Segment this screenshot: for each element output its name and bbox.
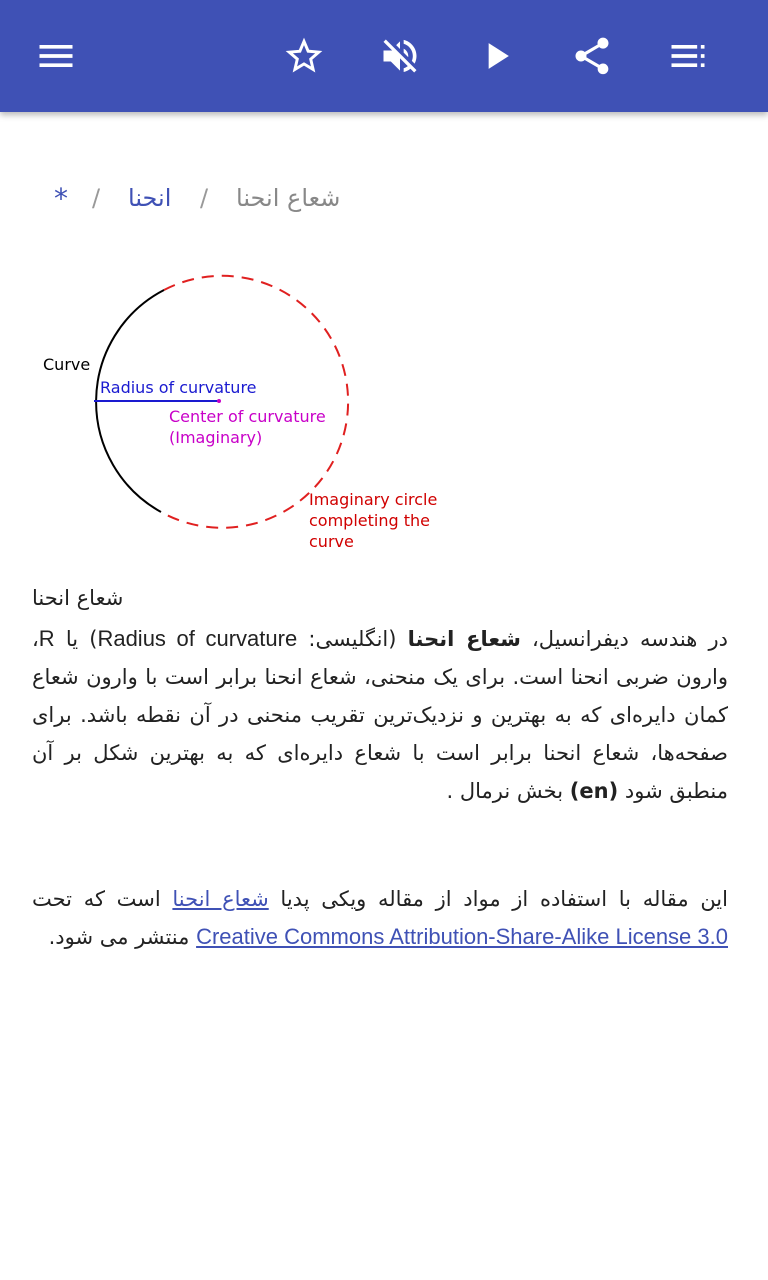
menu-button[interactable] (24, 24, 88, 88)
breadcrumb (40, 178, 370, 222)
notice-text: منتشر می شود. (48, 925, 197, 949)
share-button[interactable] (560, 24, 624, 88)
breadcrumb-separator: / (200, 184, 209, 212)
breadcrumb-home[interactable]: * (54, 182, 68, 215)
license-link[interactable]: Creative Commons Attribution-Share-Alike License 3.0 (196, 924, 728, 949)
menu-icon (34, 34, 78, 78)
bookmark-button[interactable] (272, 24, 336, 88)
share-icon (570, 34, 614, 78)
article-text: ) یا (54, 627, 98, 651)
article-english-term: Radius of curvature (97, 626, 298, 651)
curve-label: Curve (43, 355, 91, 374)
circle-label: Imaginary circle (309, 490, 438, 509)
article-figure[interactable] (30, 262, 460, 562)
center-point (217, 399, 221, 403)
license-notice (32, 880, 728, 956)
article-text: ، وارون ضربی انحنا است. برای یک منحنی، شعاع انحنا برابر است با وارون شعاع کمان دایره‌ای که به بهترین و نزدیک‌ترین تقریب منحنی در آن نقطه باشد. برای صفحه‌ها، شعاع انحنا برابر است با شعاع دایره‌ای که به بهترین شکل بر آن منطبق شود (32, 627, 728, 803)
breadcrumb-separator: / (92, 184, 101, 212)
volume-off-icon (378, 34, 422, 78)
contents-button[interactable] (656, 24, 720, 88)
circle-label-3: curve (309, 532, 354, 551)
article-text: (انگلیسی: (297, 627, 408, 651)
play-icon (474, 34, 518, 78)
article-text: بخش نرمال . (446, 779, 570, 803)
notice-text: این مقاله با استفاده از مواد از مقاله ویکی پدیا (268, 887, 728, 911)
mute-button[interactable] (368, 24, 432, 88)
circle-label-2: completing the (309, 511, 430, 530)
article-en-marker: (en) (569, 779, 619, 803)
radius-label: Radius of curvature (100, 378, 257, 397)
notice-text: است که تحت (32, 887, 173, 911)
playlist-icon (666, 34, 710, 78)
star-outline-icon (282, 34, 326, 78)
breadcrumb-parent-link[interactable]: انحنا (128, 184, 172, 212)
center-label: Center of curvature (169, 407, 326, 426)
article-term: شعاع انحنا (407, 627, 521, 651)
article-paragraph (32, 620, 728, 810)
curvature-diagram (30, 262, 460, 562)
wikipedia-article-link[interactable]: شعاع انحنا (172, 887, 269, 911)
app-bar (0, 0, 768, 112)
center-label-sub: (Imaginary) (169, 428, 263, 447)
figure-caption: شعاع انحنا (32, 586, 124, 610)
article-text: در هندسه دیفرانسیل، (520, 627, 728, 651)
play-button[interactable] (464, 24, 528, 88)
breadcrumb-current: شعاع انحنا (236, 184, 341, 212)
article-symbol: R (38, 626, 55, 651)
